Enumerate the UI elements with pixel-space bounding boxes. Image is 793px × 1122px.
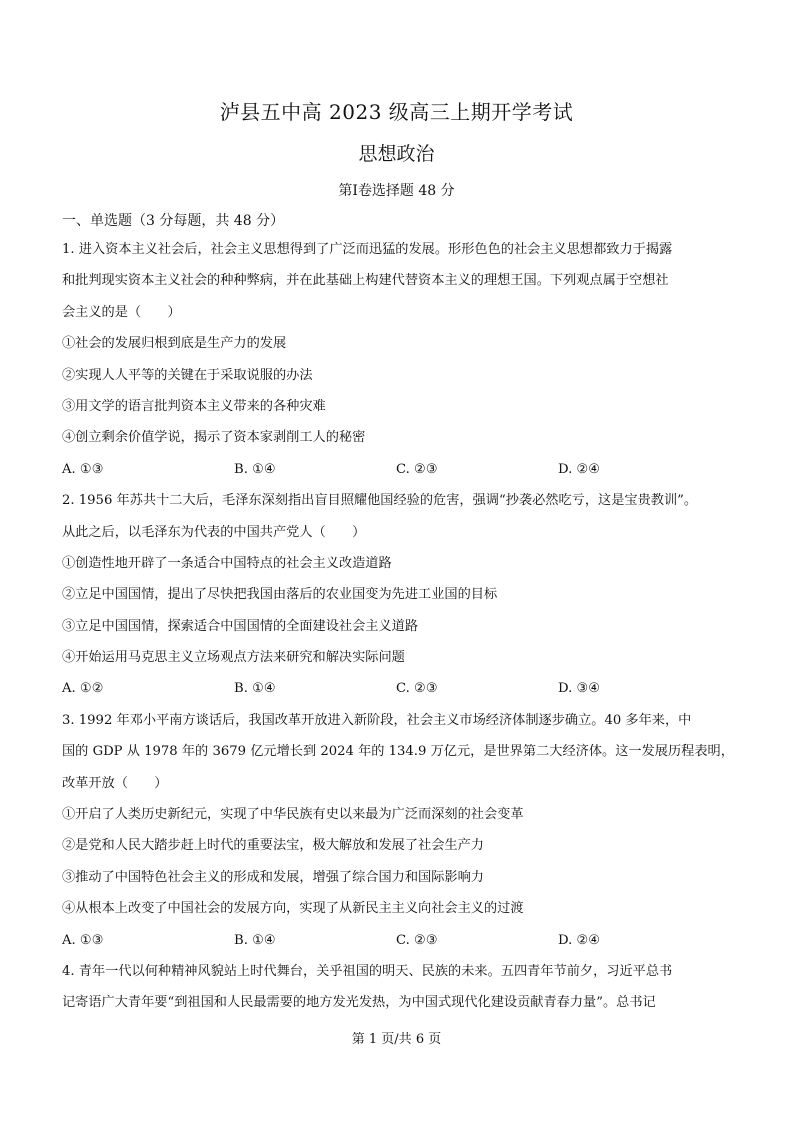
volume-heading: 第Ⅰ卷选择题 48 分 — [338, 183, 455, 199]
answer-options — [62, 925, 742, 956]
question-stem-line: 会主义的是（ ） — [62, 304, 181, 320]
statement: ②立足中国国情，提出了尽快把我国由落后的农业国变为先进工业国的目标 — [62, 587, 498, 603]
option-a[interactable]: A. ①② — [62, 681, 104, 697]
question-stem-line: 改革开放（ ） — [62, 775, 168, 791]
statement: ③推动了中国特色社会主义的形成和发展，增强了综合国力和国际影响力 — [62, 869, 484, 885]
option-c[interactable]: C. ②③ — [396, 932, 438, 948]
question-stem-line: 记寄语广大青年要“到祖国和人民最需要的地方发光发热，为中国式现代化建设贡献青春力量”。总书记 — [62, 995, 656, 1011]
option-b[interactable]: B. ①④ — [234, 461, 276, 477]
statement: ①开启了人类历史新纪元，实现了中华民族有史以来最为广泛而深刻的社会变革 — [62, 807, 524, 823]
question-stem-line: 从此之后，以毛泽东为代表的中国共产党人（ ） — [62, 524, 366, 540]
option-d[interactable]: D. ②④ — [558, 461, 601, 477]
statement: ④开始运用马克思主义立场观点方法来研究和解决实际问题 — [62, 650, 405, 666]
question-2 — [62, 485, 742, 705]
question-1 — [62, 234, 742, 485]
statement: ④从根本上改变了中国社会的发展方向，实现了从新民主主义向社会主义的过渡 — [62, 901, 524, 917]
question-stem-line: 2. 1956 年苏共十二大后，毛泽东深刻指出盲目照耀他国经验的危害，强调“抄袭必然吃亏，这是宝贵教训”。 — [62, 493, 698, 509]
question-stem-line: 国的 GDP 从 1978 年的 3679 亿元增长到 2024 年的 134.9 万亿元，是世界第二大经济体。这一发展历程表明， — [62, 744, 734, 760]
question-stem-line: 1. 进入资本主义社会后，社会主义思想得到了广泛而迅猛的发展。形形色色的社会主义思想都致力于揭露 — [62, 242, 673, 257]
statement: ④创立剩余价值学说，揭示了资本家剥削工人的秘密 — [62, 430, 366, 446]
answer-options — [62, 454, 742, 485]
option-d[interactable]: D. ②④ — [558, 932, 601, 948]
option-b[interactable]: B. ①④ — [234, 681, 276, 697]
statement: ③用文学的语言批判资本主义带来的各种灾难 — [62, 398, 326, 414]
option-d[interactable]: D. ③④ — [558, 681, 601, 697]
option-a[interactable]: A. ①③ — [62, 461, 104, 477]
statement: ①创造性地开辟了一条适合中国特点的社会主义改造道路 — [62, 555, 392, 571]
option-c[interactable]: C. ②③ — [396, 461, 438, 477]
statement: ①社会的发展归根到底是生产力的发展 — [62, 336, 287, 352]
option-c[interactable]: C. ②③ — [396, 681, 438, 697]
subject-title: 思想政治 — [358, 143, 435, 165]
statement: ③立足中国国情，探索适合中国国情的全面建设社会主义道路 — [62, 618, 419, 634]
option-a[interactable]: A. ①③ — [62, 932, 104, 948]
exam-title: 泸县五中高 2023 级高三上期开学考试 — [219, 100, 574, 124]
option-b[interactable]: B. ①④ — [234, 932, 276, 948]
question-3 — [62, 705, 742, 956]
question-stem-line: 3. 1992 年邓小平南方谈话后，我国改革开放进入新阶段，社会主义市场经济体制逐步确立。40 多年来，中 — [62, 712, 692, 728]
question-stem-line: 4. 青年一代以何种精神风貌站上时代舞台，关乎祖国的明天、民族的未来。五四青年节前夕，习近平总书 — [62, 963, 673, 979]
answer-options — [62, 673, 742, 704]
statement: ②实现人人平等的关键在于采取说服的办法 — [62, 367, 313, 383]
question-4 — [62, 956, 742, 1019]
question-list — [62, 234, 742, 1019]
page-number: 第 1 页/共 6 页 — [351, 1032, 442, 1047]
section-heading: 一、单选题（3 分每题，共 48 分） — [62, 213, 285, 229]
question-stem-line: 和批判现实资本主义社会的种种弊病，并在此基础上构建代替资本主义的理想王国。下列观点属于空想社 — [62, 273, 669, 289]
statement: ②是党和人民大踏步赶上时代的重要法宝，极大解放和发展了社会生产力 — [62, 838, 484, 854]
